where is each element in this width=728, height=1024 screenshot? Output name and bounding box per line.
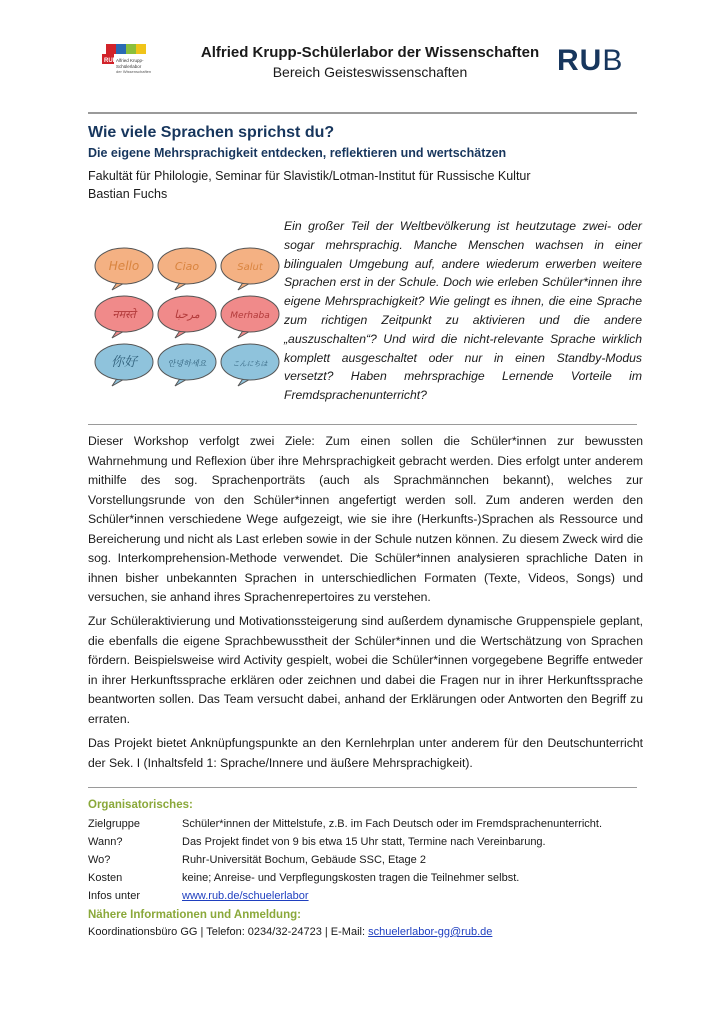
info-heading: Nähere Informationen und Anmeldung: [88, 909, 301, 921]
intro-paragraph: Ein großer Teil der Weltbevölkerung ist heutzutage zwei- oder sogar mehrsprachig. Manche Menschen wachsen in einer bilingualen Umgebung auf, andere wiederum erwerben weitere Sprachen erst in der Schule. Doch wie erleben Schüler*innen ihre eigene Mehrsprachigkeit? Wie gelingt es ihnen, die eine Sprache zum richtigen Zeitpunkt zu aktivieren und die andere „auszuschalten“? Und wird die nicht-relevante Sprache wirklich komplett ausgeschaltet oder nur in einen Standby-Modus versetzt? Haben mehrsprachige Lernende Vorteile im Fremdsprachenunterricht? [284, 219, 642, 403]
speech-bubble [221, 248, 279, 290]
divider [88, 112, 637, 114]
org-key-zielgruppe: Zielgruppe [88, 818, 140, 830]
rub-logo [557, 44, 623, 78]
header-subtitle: Bereich Geisteswissenschaften [272, 64, 468, 80]
logo-text-rub: RUB [104, 58, 117, 64]
bubble-text: Merhaba [230, 311, 270, 321]
bubble-text: 안녕하세요 [167, 359, 207, 368]
speech-bubble [221, 296, 279, 338]
body-paragraph-3: Das Projekt bietet Anknüpfungspunkte an den Kernlehrplan unter anderem für den Deutschunterricht der Sek. I (Inhaltsfeld 1: Sprache/Innere und äußere Mehrsprachigkeit). [88, 736, 643, 770]
rub-logo-light: B [602, 44, 624, 77]
divider [88, 787, 637, 788]
rub-logo-bold: RU [557, 44, 603, 77]
bubble-text: こんにちは [232, 360, 268, 368]
svg-text:Schülerlabor: Schülerlabor [116, 64, 142, 69]
speech-bubble [158, 344, 216, 386]
org-key-kosten: Kosten [88, 872, 123, 884]
document-subtitle: Die eigene Mehrsprachigkeit entdecken, reflektieren und wertschätzen [88, 146, 507, 160]
language-bubbles-illustration [92, 240, 282, 390]
divider [88, 424, 637, 425]
document-title: Wie viele Sprachen sprichst du? [88, 124, 335, 141]
speech-bubble [95, 344, 153, 386]
svg-text:Alfried Krupp-: Alfried Krupp- [116, 58, 144, 63]
speech-bubble [95, 296, 153, 338]
org-key-wo: Wo? [88, 854, 111, 866]
speech-bubble [221, 344, 279, 386]
speech-bubble [95, 248, 153, 290]
speech-bubble [158, 296, 216, 338]
bubble-text: Ciao [174, 260, 200, 273]
svg-text:der Wissenschaften: der Wissenschaften [116, 69, 152, 74]
org-value-wo: Ruhr-Universität Bochum, Gebäude SSC, Etage 2 [182, 854, 426, 866]
body-paragraph-2: Zur Schüleraktivierung und Motivationssteigerung sind außerdem dynamische Gruppenspiele geplant, die ebenfalls die eigene Sprachbewusstheit der Schüler*innen und die Wertschätzung von Sprachen fördern. Beispielsweise wird Activity gespielt, wobei die Schüler*innen vorgegebene Begriffe entweder in ihrer Herkunftssprache erklären oder zeichnen und dabei die Fragen nur in ihrer Herkunftssprache beantworten sollen. Das Team versucht dabei, anhand der Erklärungen oder Antworten den Begriff zu erraten. [88, 614, 643, 726]
org-heading: Organisatorisches: [88, 799, 193, 811]
org-key-infos: Infos unter [88, 890, 140, 902]
org-value-kosten: keine; Anreise- und Verpflegungskosten tragen die Teilnehmer selbst. [182, 872, 520, 884]
org-value-wann: Das Projekt findet von 9 bis etwa 15 Uhr statt, Termine nach Vereinbarung. [182, 836, 546, 848]
bubble-text: Hello [108, 259, 140, 273]
bubble-text: 你好 [110, 355, 138, 370]
author-name: Bastian Fuchs [88, 187, 168, 201]
contact-line [88, 926, 492, 938]
infos-link[interactable]: www.rub.de/schuelerlabor [182, 890, 309, 902]
org-key-wann: Wann? [88, 836, 123, 848]
email-link[interactable]: schuelerlabor-gg@rub.de [368, 926, 493, 938]
bubble-text: مرحبا [174, 308, 200, 321]
bubble-text: Salut [237, 262, 263, 273]
bubble-text: नमस्ते [112, 308, 136, 321]
header-title: Alfried Krupp-Schülerlabor der Wissenschaften [200, 44, 540, 61]
body-paragraph-1: Dieser Workshop verfolgt zwei Ziele: Zum einen sollen die Schüler*innen zur bewussten Wahrnehmung und Reflexion über ihre Mehrsprachigkeit gebracht werden. Dies erfolgt unter anderem mithilfe des sog. Sprachenporträts (auch als Sprachmännchen bekannt), welches zur Vorstellungsrunde von den Schüler*innen angefertigt werden soll. Zum anderen werden den Schüler*innen verschiedene Wege aufgezeigt, wie sie ihre (Herkunfts-)Sprachen als Ressource und Bereicherung und nicht als Last erleben sowie in der Schule nutzen können. Zu diesem Zweck wird die sog. Interkomprehension-Methode verwendet. Die Schüler*innen analysieren sprachliche Daten in ihnen bisher unbekannten Sprachen in unterschiedlichen Formaten (Texte, Videos, Songs) und versuchen, sie anhand ihres Sprachenrepertoires zu verstehen. [88, 434, 643, 604]
contact-prefix: Koordinationsbüro GG | Telefon: 0234/32-24723 | E-Mail: [88, 926, 369, 938]
org-value-zielgruppe: Schüler*innen der Mittelstufe, z.B. im Fach Deutsch oder im Fremdsprachenunterricht. [182, 818, 603, 830]
speech-bubble [158, 248, 216, 290]
faculty-line: Fakultät für Philologie, Seminar für Slavistik/Lotman-Institut für Russische Kultur [88, 169, 531, 183]
